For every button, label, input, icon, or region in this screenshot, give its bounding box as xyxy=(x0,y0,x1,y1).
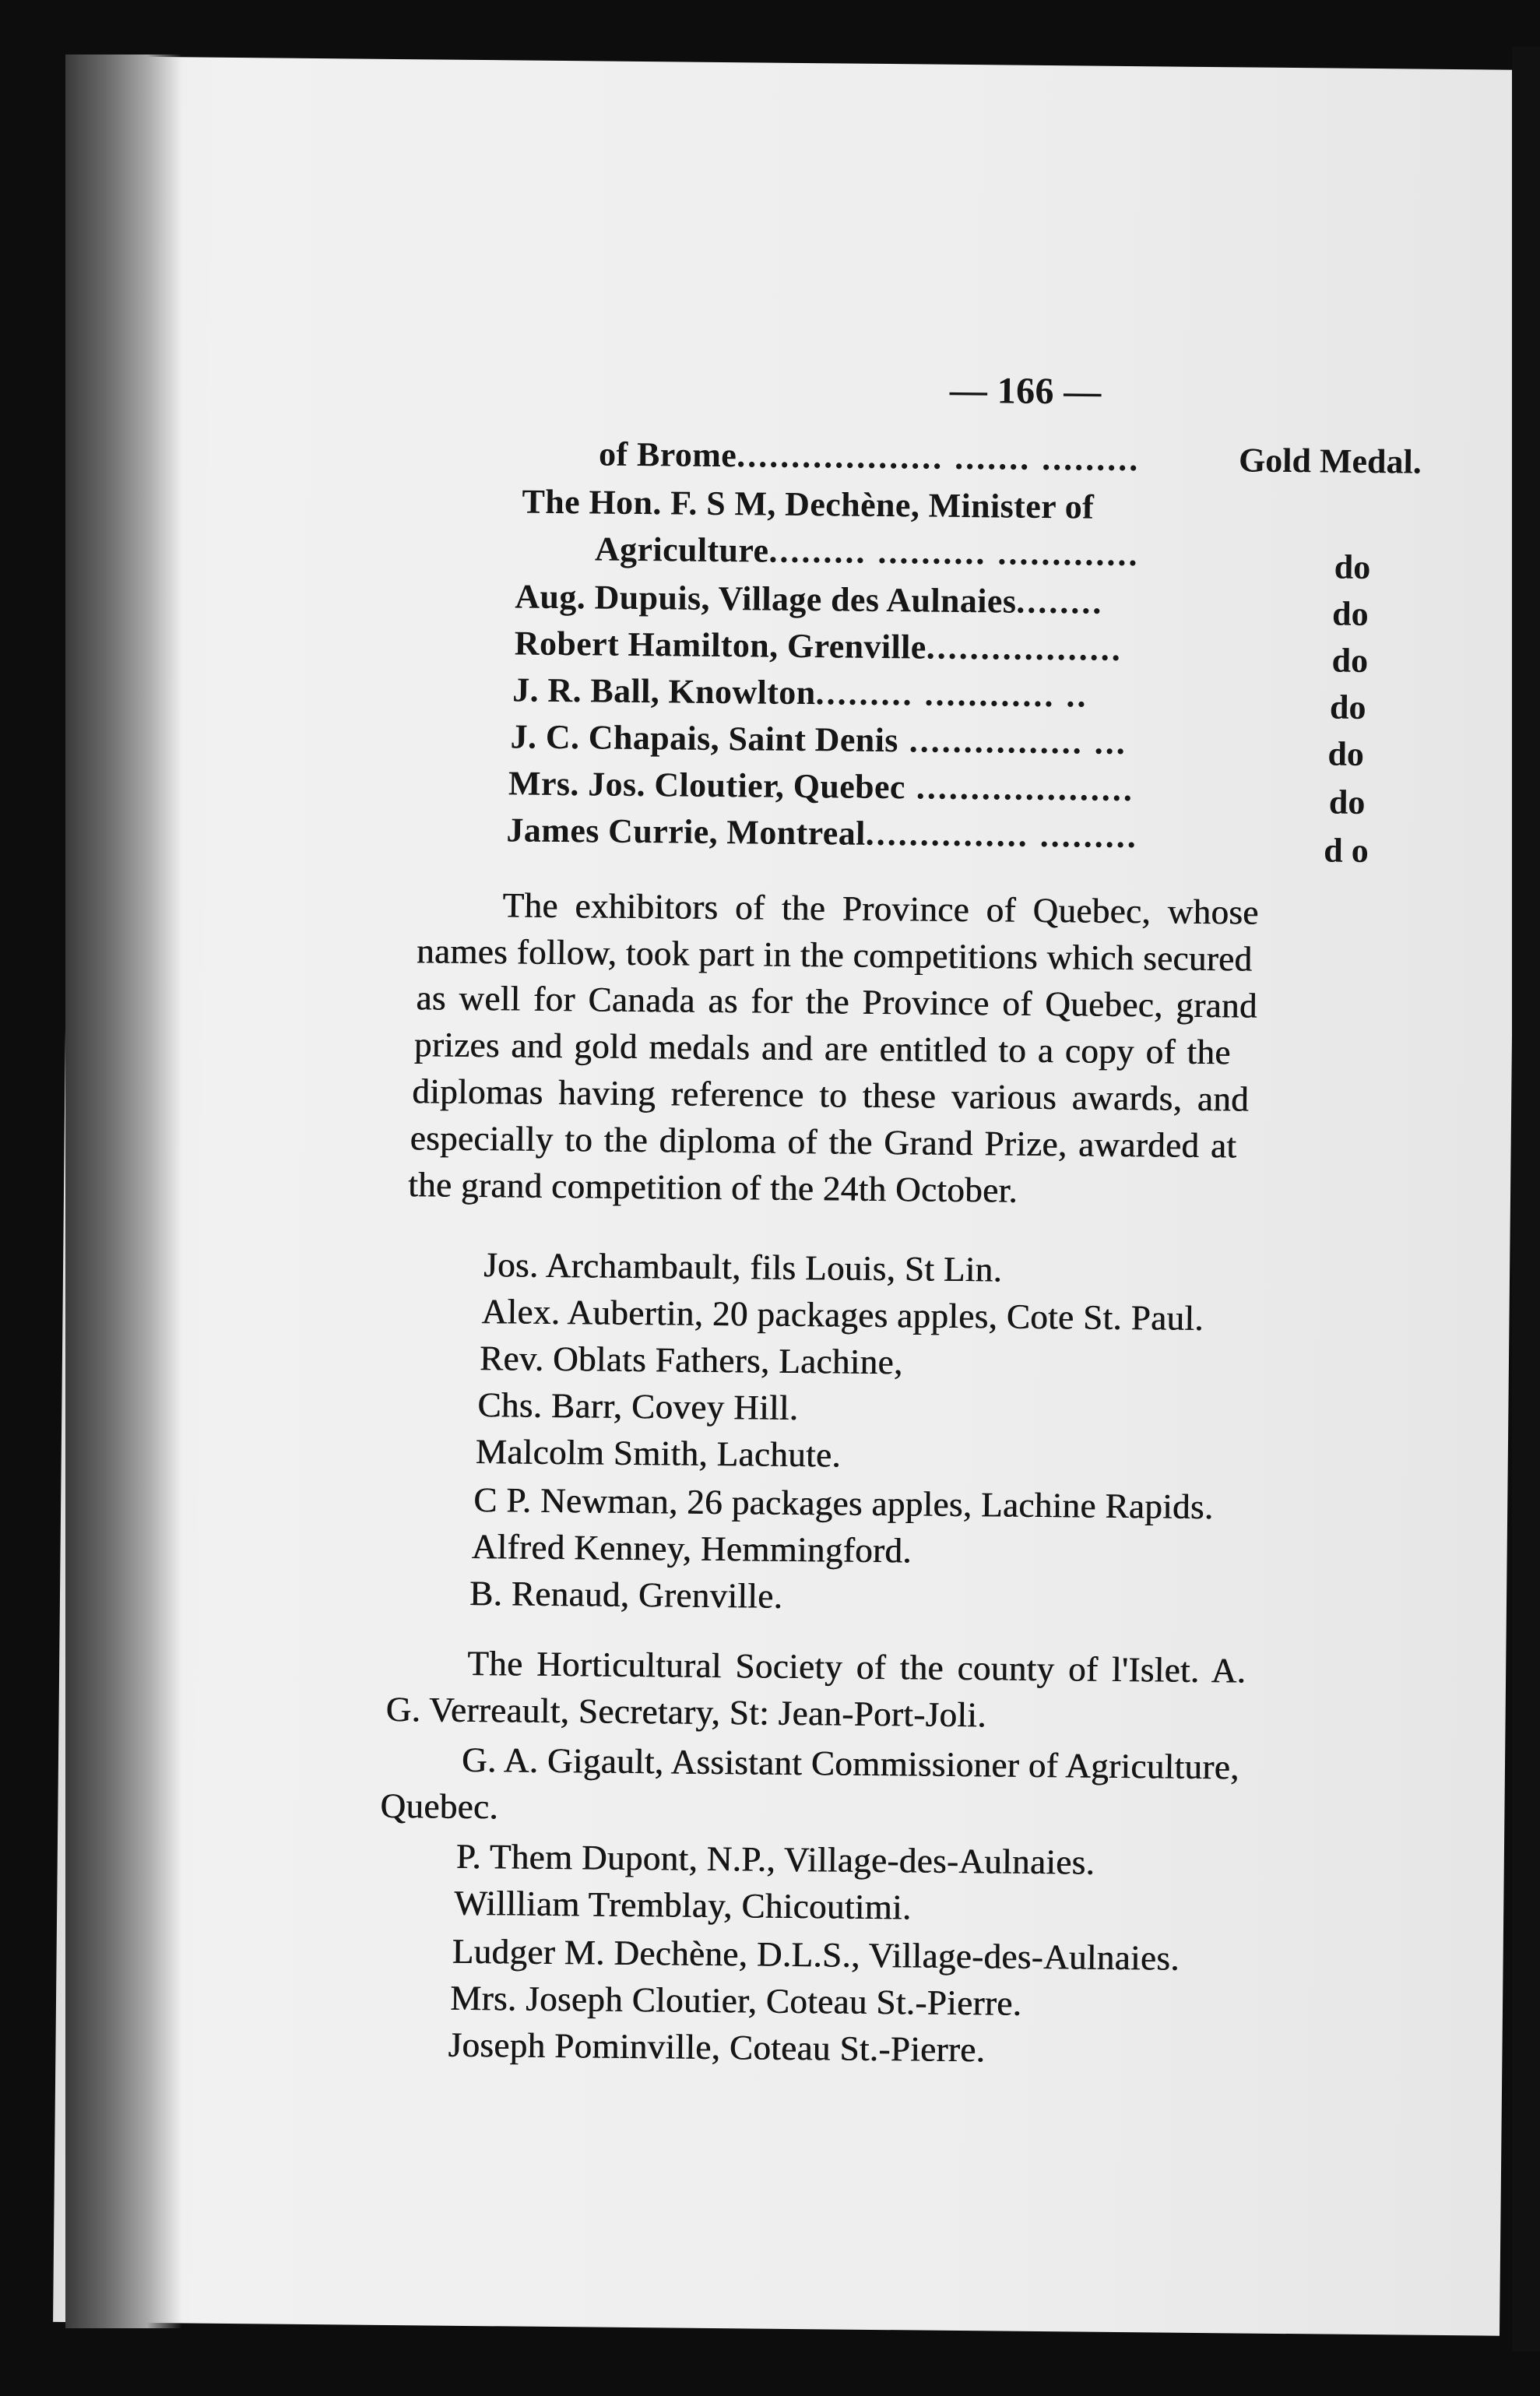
award-label: do xyxy=(1329,688,1366,727)
award-label: do xyxy=(1328,783,1366,822)
exhibitor-entry: P. Them Dupont, N.P., Village-des-Aulnaies. xyxy=(455,1836,1095,1882)
award-label: do xyxy=(1334,547,1371,587)
exhibitor-entry: Mrs. Joseph Cloutier, Coteau St.-Pierre. xyxy=(449,1978,1022,2023)
exhibitor-entry: C P. Newman, 26 packages apples, Lachine Rapids. xyxy=(473,1480,1214,1527)
dot-leader: .................... xyxy=(905,768,1135,809)
exhibitor-entry: Ludger M. Dechène, D.L.S., Village-des-Aulnaies. xyxy=(452,1931,1180,1978)
exhibitor-entry: B. Renaud, Grenville. xyxy=(469,1573,783,1616)
paragraph-line: names follow, took part in the competitions which secured xyxy=(416,931,1253,979)
gigault-entry-line: G. A. Gigault, Assistant Commissioner of Agriculture, xyxy=(461,1740,1239,1787)
medal-entry-6 xyxy=(512,669,1088,716)
medal-entry-name: Aug. Dupuis, Village des Aulnaies xyxy=(515,577,1017,621)
exhibitor-entry: Rev. Oblats Fathers, Lachine, xyxy=(479,1339,903,1382)
page-edge-shadow xyxy=(1512,47,1540,2352)
paragraph-line: The exhibitors of the Province of Quebec, whose xyxy=(502,885,1259,932)
dot-leader: ......... .......... ............. xyxy=(768,531,1140,574)
medal-entry-8 xyxy=(508,762,1134,811)
medal-entry-5 xyxy=(515,622,1123,670)
exhibitor-entry: Jos. Archambault, fils Louis, St Lin. xyxy=(483,1245,1003,1289)
dot-leader: ........ xyxy=(1016,582,1104,621)
dot-leader: ............... ......... xyxy=(865,814,1138,856)
medal-entry-3 xyxy=(595,528,1140,575)
society-entry-line: G. Verreault, Secretary, St: Jean-Port-Joli. xyxy=(385,1689,987,1735)
award-label: Gold Medal. xyxy=(1238,441,1422,481)
paragraph-line: especially to the diploma of the Grand Prize, awarded at xyxy=(410,1118,1237,1166)
award-label: do xyxy=(1331,594,1369,633)
medal-entry-9 xyxy=(506,809,1138,857)
exhibitor-entry: Joseph Pominville, Coteau St.-Pierre. xyxy=(448,2025,986,2070)
award-label: do xyxy=(1331,641,1369,680)
dot-leader: ......... ............ .. xyxy=(815,674,1088,715)
page-number: — 166 — xyxy=(949,369,1102,413)
medal-entry-name: Robert Hamilton, Grenville xyxy=(514,624,926,667)
medal-entry-4 xyxy=(515,575,1104,623)
medal-entry-name: James Currie, Montreal xyxy=(506,811,867,853)
medal-entry-name: Agriculture xyxy=(594,530,769,570)
paragraph-line: the grand competition of the 24th October. xyxy=(407,1165,1018,1210)
society-entry-line: The Horticultural Society of the county of l'Islet. A. xyxy=(466,1643,1246,1691)
exhibitor-entry: Alfred Kenney, Hemmingford. xyxy=(471,1526,912,1571)
dot-leader: ................ ... xyxy=(898,721,1128,762)
paragraph-line: as well for Canada as for the Province of Quebec, grand xyxy=(416,978,1257,1026)
medal-entry-7 xyxy=(510,716,1127,764)
award-label: d o xyxy=(1324,831,1369,870)
paragraph-line: prizes and gold medals and are entitled to a copy of the xyxy=(413,1025,1231,1072)
dot-leader: ................... ....... ......... xyxy=(737,436,1141,479)
paper-sheet xyxy=(53,56,1521,2336)
medal-entry-name: Mrs. Jos. Cloutier, Quebec xyxy=(508,764,906,807)
exhibitor-entry: Alex. Aubertin, 20 packages apples, Cote St. Paul. xyxy=(481,1292,1204,1338)
dot-leader: .................. xyxy=(926,628,1123,668)
paragraph-line: diplomas having reference to these various awards, and xyxy=(412,1071,1250,1119)
medal-entry-name: J. C. Chapais, Saint Denis xyxy=(510,717,899,760)
exhibitor-entry: Willliam Tremblay, Chicoutimi. xyxy=(454,1883,912,1927)
medal-entry-name: of Brome xyxy=(598,435,737,475)
exhibitor-entry: Chs. Barr, Covey Hill. xyxy=(477,1385,799,1427)
medal-entry-2: The Hon. F. S M, Dechène, Minister of xyxy=(522,482,1095,526)
medal-entry-name: J. R. Ball, Knowlton xyxy=(512,670,816,712)
page-binding-shadow xyxy=(65,55,182,2328)
gigault-entry-line: Quebec. xyxy=(380,1786,499,1827)
medal-entry-1 xyxy=(599,433,1141,480)
award-label: do xyxy=(1327,734,1365,773)
exhibitor-entry: Malcolm Smith, Lachute. xyxy=(475,1432,842,1475)
